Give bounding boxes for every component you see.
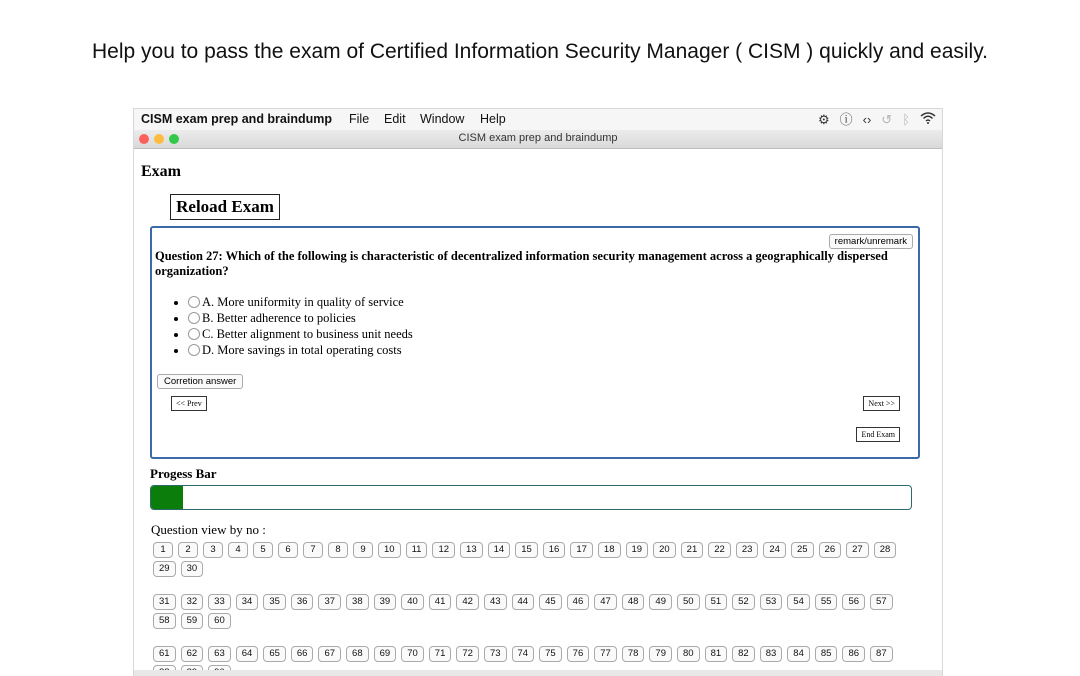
question-number-button[interactable]: 35: [263, 594, 286, 610]
question-number-button[interactable]: 59: [181, 613, 204, 629]
option-a[interactable]: [188, 294, 413, 310]
question-number-button[interactable]: 8: [328, 542, 348, 558]
horizontal-scrollbar[interactable]: [134, 670, 942, 676]
question-number-button[interactable]: 62: [181, 646, 204, 662]
correction-answer-button[interactable]: Corretion answer: [157, 374, 243, 389]
question-number-button[interactable]: 33: [208, 594, 231, 610]
question-number-button[interactable]: 37: [318, 594, 341, 610]
question-number-button[interactable]: 56: [842, 594, 865, 610]
question-number-button[interactable]: 13: [460, 542, 483, 558]
question-number-button[interactable]: 76: [567, 646, 590, 662]
question-number-button[interactable]: 46: [567, 594, 590, 610]
option-a-label: A. More uniformity in quality of service: [202, 295, 404, 309]
question-number-button[interactable]: 27: [846, 542, 869, 558]
question-number-button[interactable]: 44: [512, 594, 535, 610]
question-number-button[interactable]: 86: [842, 646, 865, 662]
question-grid-1: [153, 542, 913, 577]
question-number-button[interactable]: 51: [705, 594, 728, 610]
question-panel: [150, 226, 920, 459]
question-number-button[interactable]: 71: [429, 646, 452, 662]
radio-b[interactable]: [188, 312, 200, 324]
app-window: [133, 108, 943, 676]
question-number-button[interactable]: 40: [401, 594, 424, 610]
question-number-button[interactable]: 15: [515, 542, 538, 558]
progress-label: Progess Bar: [150, 466, 217, 481]
badge-icon[interactable]: ⚙: [817, 111, 830, 127]
question-number-button[interactable]: 28: [874, 542, 897, 558]
question-number-button[interactable]: 75: [539, 646, 562, 662]
question-number-button[interactable]: 24: [763, 542, 786, 558]
question-number-button[interactable]: 60: [208, 613, 231, 629]
question-number-button[interactable]: 83: [760, 646, 783, 662]
menu-window[interactable]: Window: [420, 112, 465, 126]
end-exam-button[interactable]: End Exam: [856, 427, 900, 442]
option-d[interactable]: [188, 342, 413, 358]
question-number-button[interactable]: 30: [181, 561, 204, 577]
question-view-label: Question view by no :: [151, 522, 266, 537]
menu-edit[interactable]: Edit: [384, 112, 406, 126]
question-number-button[interactable]: 79: [649, 646, 672, 662]
progress-fill: [151, 486, 183, 509]
question-number-button[interactable]: 23: [736, 542, 759, 558]
question-number-button[interactable]: 52: [732, 594, 755, 610]
question-number-button[interactable]: 77: [594, 646, 617, 662]
question-number-button[interactable]: 50: [677, 594, 700, 610]
question-number-button[interactable]: 38: [346, 594, 369, 610]
question-number-button[interactable]: 12: [432, 542, 455, 558]
question-number-button[interactable]: 66: [291, 646, 314, 662]
question-number-button[interactable]: 17: [570, 542, 593, 558]
question-number-button[interactable]: 21: [681, 542, 704, 558]
question-number-button[interactable]: 74: [512, 646, 535, 662]
menu-file[interactable]: File: [349, 112, 370, 126]
question-number-button[interactable]: 87: [870, 646, 893, 662]
question-number-button[interactable]: 47: [594, 594, 617, 610]
question-number-button[interactable]: 67: [318, 646, 341, 662]
question-number-button[interactable]: 45: [539, 594, 562, 610]
question-number-button[interactable]: 20: [653, 542, 676, 558]
question-number-button[interactable]: 10: [378, 542, 401, 558]
question-number-button[interactable]: 54: [787, 594, 810, 610]
window-title: CISM exam prep and braindump: [458, 132, 618, 144]
question-number-button[interactable]: 32: [181, 594, 204, 610]
question-number-button[interactable]: 82: [732, 646, 755, 662]
question-number-button[interactable]: 42: [456, 594, 479, 610]
page-title: Exam: [141, 163, 181, 180]
wifi-icon[interactable]: [920, 111, 936, 128]
question-number-button[interactable]: 34: [236, 594, 259, 610]
question-number-button[interactable]: 16: [543, 542, 566, 558]
question-number-button[interactable]: 61: [153, 646, 176, 662]
question-number-button[interactable]: 29: [153, 561, 176, 577]
question-number-button[interactable]: 57: [870, 594, 893, 610]
option-c-label: C. Better alignment to business unit needs: [202, 327, 413, 341]
question-number-button[interactable]: 3: [203, 542, 223, 558]
title-bar: [134, 130, 942, 149]
history-icon[interactable]: ↺: [881, 111, 893, 127]
reload-exam-button[interactable]: Reload Exam: [170, 194, 280, 220]
question-number-button[interactable]: 18: [598, 542, 621, 558]
question-number-button[interactable]: 53: [760, 594, 783, 610]
menu-bar: [134, 109, 942, 130]
question-number-button[interactable]: 22: [708, 542, 731, 558]
question-number-button[interactable]: 80: [677, 646, 700, 662]
question-number-button[interactable]: 11: [406, 542, 428, 558]
question-number-button[interactable]: 36: [291, 594, 314, 610]
question-number-button[interactable]: 1: [153, 542, 173, 558]
radio-c[interactable]: [188, 328, 200, 340]
question-number-button[interactable]: 49: [649, 594, 672, 610]
status-tray: [818, 111, 936, 128]
question-number-button[interactable]: 70: [401, 646, 424, 662]
option-c[interactable]: [188, 326, 413, 342]
question-number-button[interactable]: 65: [263, 646, 286, 662]
question-number-button[interactable]: 4: [228, 542, 248, 558]
question-number-button[interactable]: 5: [253, 542, 273, 558]
question-number-button[interactable]: 78: [622, 646, 645, 662]
question-text: Question 27: Which of the following is characteristic of decentralized information security management across a geographically dispersed organization?: [155, 249, 888, 278]
question-number-button[interactable]: 41: [429, 594, 452, 610]
option-b-label: B. Better adherence to policies: [202, 311, 356, 325]
question-number-button[interactable]: 43: [484, 594, 507, 610]
next-button[interactable]: Next >>: [863, 396, 900, 411]
question-number-button[interactable]: 68: [346, 646, 369, 662]
question-number-button[interactable]: 64: [236, 646, 259, 662]
remark-button[interactable]: remark/unremark: [829, 234, 913, 249]
question-number-button[interactable]: 85: [815, 646, 838, 662]
progress-bar: [150, 485, 912, 510]
code-icon[interactable]: ‹›: [862, 111, 872, 127]
answer-options: [174, 294, 413, 358]
promo-text: Help you to pass the exam of Certified Information Security Manager ( CISM ) quickly and easily.: [92, 40, 988, 63]
question-number-button[interactable]: 31: [153, 594, 176, 610]
question-number-button[interactable]: 39: [374, 594, 397, 610]
question-number-button[interactable]: 58: [153, 613, 176, 629]
option-d-label: D. More savings in total operating costs: [202, 343, 402, 357]
accessibility-icon[interactable]: ⓘ: [839, 111, 853, 127]
question-number-button[interactable]: 72: [456, 646, 479, 662]
app-menu[interactable]: CISM exam prep and braindump: [141, 112, 333, 126]
question-grid-2: [153, 594, 913, 629]
bluetooth-icon[interactable]: ᛒ: [902, 111, 910, 127]
question-number-button[interactable]: 48: [622, 594, 645, 610]
question-number-button[interactable]: 19: [626, 542, 649, 558]
question-number-button[interactable]: 26: [819, 542, 842, 558]
radio-a[interactable]: [188, 296, 200, 308]
question-number-button[interactable]: 81: [705, 646, 728, 662]
question-number-button[interactable]: 55: [815, 594, 838, 610]
page-content: [134, 149, 942, 676]
question-number-button[interactable]: 84: [787, 646, 810, 662]
question-number-button[interactable]: 6: [278, 542, 298, 558]
question-number-button[interactable]: 69: [374, 646, 397, 662]
question-number-button[interactable]: 9: [353, 542, 373, 558]
radio-d[interactable]: [188, 344, 200, 356]
question-number-button[interactable]: 7: [303, 542, 323, 558]
menu-help[interactable]: Help: [480, 112, 506, 126]
question-number-button[interactable]: 14: [488, 542, 511, 558]
option-b[interactable]: [188, 310, 413, 326]
question-number-button[interactable]: 25: [791, 542, 814, 558]
question-number-button[interactable]: 2: [178, 542, 198, 558]
prev-button[interactable]: << Prev: [171, 396, 207, 411]
question-number-button[interactable]: 73: [484, 646, 507, 662]
question-number-button[interactable]: 63: [208, 646, 231, 662]
